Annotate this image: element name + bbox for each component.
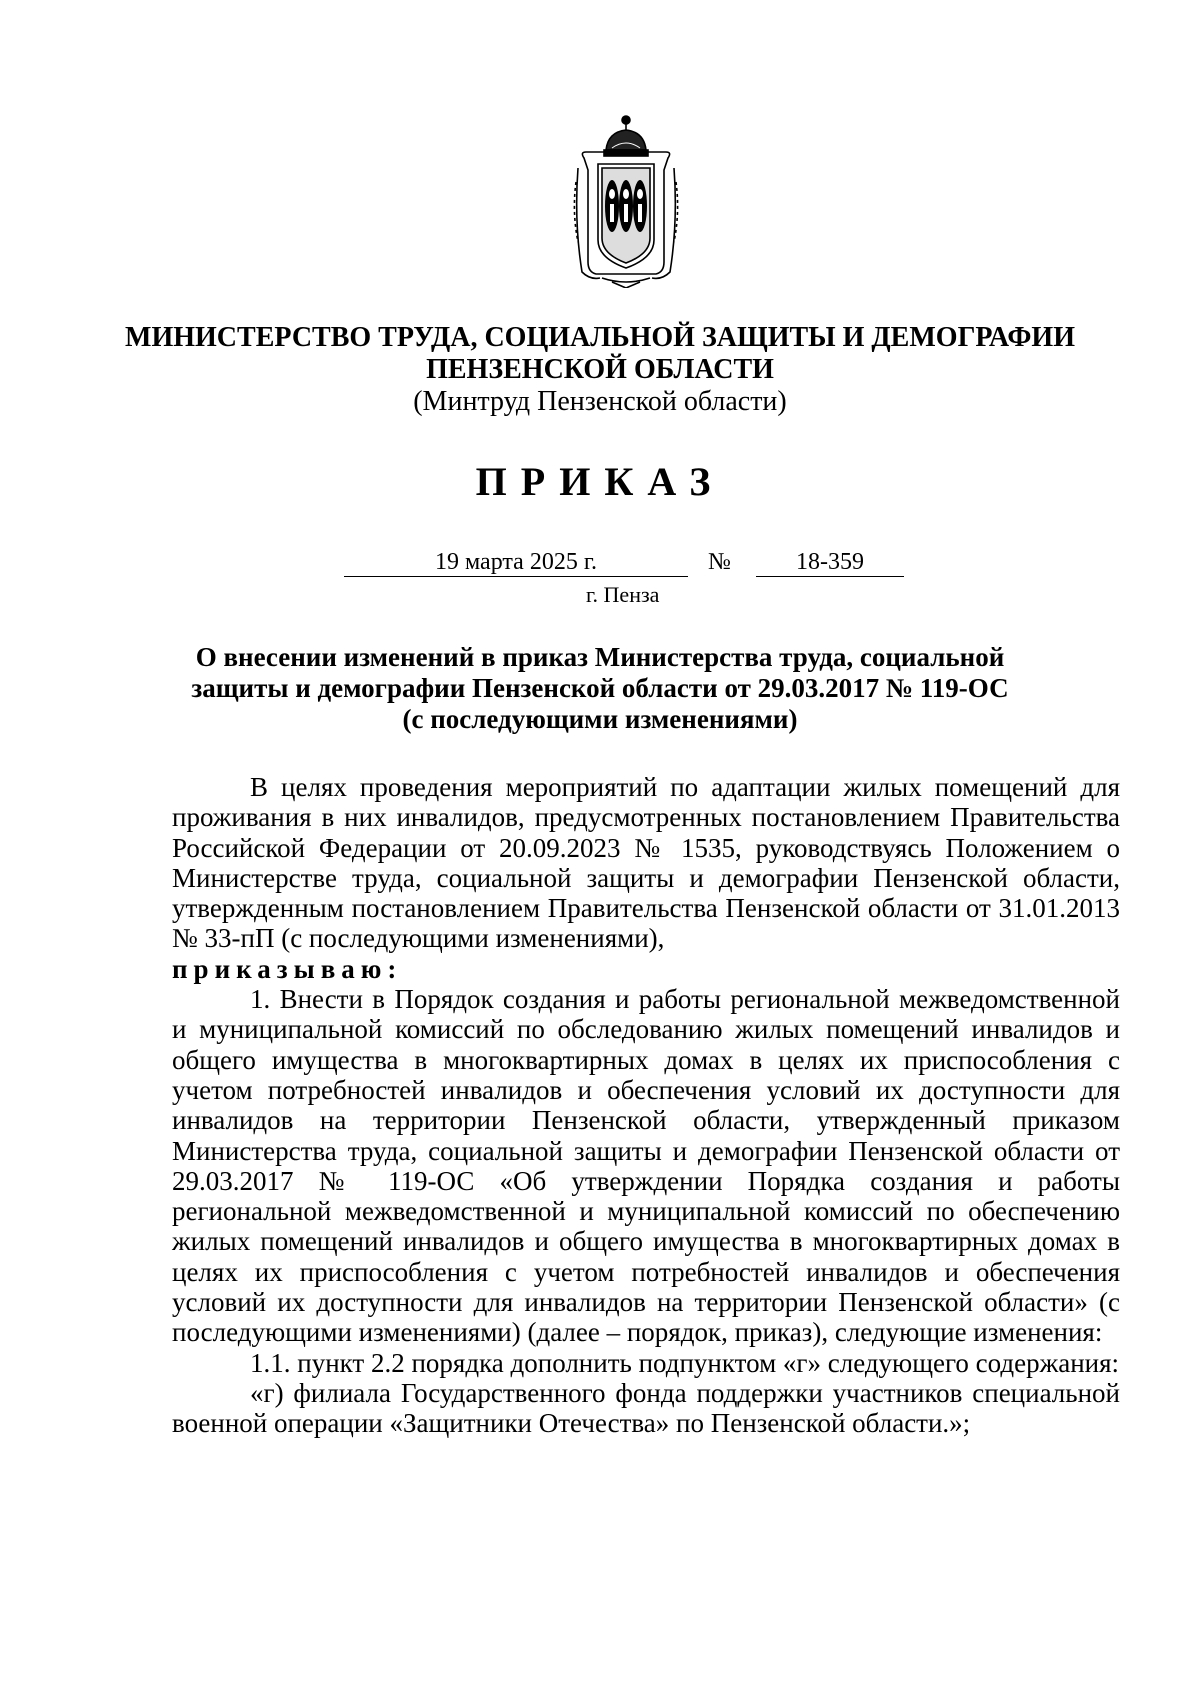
order-subject [150, 642, 1050, 735]
order-word-paragraph [172, 954, 1120, 984]
ministry-name-line1: МИНИСТЕРСТВО ТРУДА, СОЦИАЛЬНОЙ ЗАЩИТЫ И ДЕМОГРАФИИ [125, 322, 1075, 353]
order-subject-line2: защиты и демографии Пензенской области от 29.03.2017 № 119-ОС [191, 673, 1009, 703]
order-subject-line1: О внесении изменений в приказ Министерства труда, социальной [195, 642, 1005, 672]
order-subject-line3: (с последующими изменениями) [402, 704, 798, 734]
ministry-short-name: (Минтруд Пензенской области) [413, 386, 787, 417]
order-word: приказываю: [172, 953, 403, 984]
item-1-1-g-paragraph: «г) филиала Государственного фонда поддержки участников специальной военной операции «Защитники Отечества» по Пензенской области.»; [172, 1377, 1120, 1439]
coat-of-arms-emblem [572, 112, 680, 288]
ministry-name-line2: ПЕНЗЕНСКОЙ ОБЛАСТИ [426, 354, 774, 385]
number-sign: № [708, 549, 731, 575]
document-type-title: ПРИКАЗ [475, 459, 725, 504]
ministry-name [100, 322, 1100, 386]
order-date: 19 марта 2025 г. [344, 548, 688, 577]
order-city: г. Пенза [586, 582, 660, 607]
coat-of-arms-icon [572, 112, 680, 288]
item-1-1-paragraph: 1.1. пункт 2.2 порядка дополнить подпунктом «г» следующего содержания: [250, 1347, 1120, 1378]
item-1-paragraph: 1. Внести в Порядок создания и работы региональной межведомственной и муниципальной комиссий по обследованию жилых помещений инвалидов и общего имущества в многоквартирных домах в целях их приспособления с учетом потребностей инвалидов и обеспечения условий их доступности для инвалидов на территории Пензенской области, утвержденный приказом Министерства труда, социальной защиты и демографии Пензенской области от 29.03.2017 № 119-ОС «Об утверждении Порядка создания и работы региональной межведомственной и муниципальной комиссий по обеспечению жилых помещений инвалидов и общего имущества в многоквартирных домах в целях их приспособления с учетом потребностей инвалидов и обеспечения условий их доступности для инвалидов на территории Пензенской области» (с последующими изменениями) (далее – порядок, приказ), следующие изменения: [172, 984, 1120, 1348]
preamble-paragraph: В целях проведения мероприятий по адаптации жилых помещений для проживания в них инвалидов, предусмотренных постановлением Правительства Российской Федерации от 20.09.2023 № 1535, руководствуясь Положением о Министерстве труда, социальной защиты и демографии Пензенской области, утвержденным постановлением Правительства Пензенской области от 31.01.2013 № 33-пП (с последующими изменениями), [172, 772, 1120, 954]
order-number: 18-359 [756, 548, 904, 577]
order-body [172, 772, 1120, 1439]
